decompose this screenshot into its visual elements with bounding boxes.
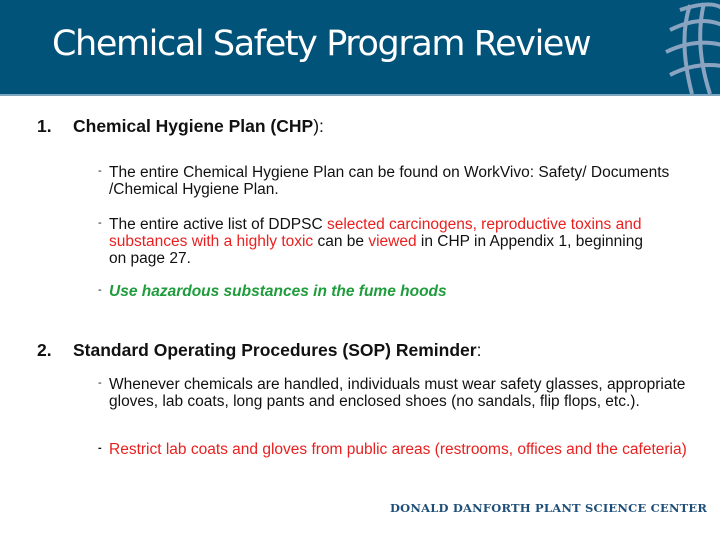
bullet-item: - The entire active list of DDPSC selected carcinogens, reproductive toxins and substances with a highly toxic can be viewed in CHP in Appendix 1, beginning on page 27.	[98, 216, 643, 267]
slide-title: Chemical Safety Program Review	[52, 24, 591, 64]
section-heading-sop: 2. Standard Operating Procedures (SOP) Reminder:	[37, 340, 482, 360]
bullet-item: - Restrict lab coats and gloves from public areas (restrooms, offices and the cafeteria)	[98, 441, 687, 458]
bullet-item: - The entire Chemical Hygiene Plan can be found on WorkVivo: Safety/ Documents /Chemical Hygiene Plan.	[98, 164, 670, 198]
footer-logo-text: DONALD DANFORTH PLANT SCIENCE CENTER	[390, 501, 708, 515]
globe-logo-icon	[640, 0, 720, 94]
bullet-item: - Use hazardous substances in the fume hoods	[98, 283, 447, 300]
bullet-item: - Whenever chemicals are handled, individuals must wear safety glasses, appropriate gloves, lab coats, long pants and enclosed shoes (no sandals, flip flops, etc.).	[98, 376, 686, 410]
section-heading-chp: 1. Chemical Hygiene Plan (CHP):	[37, 116, 324, 136]
slide-header	[0, 0, 720, 96]
